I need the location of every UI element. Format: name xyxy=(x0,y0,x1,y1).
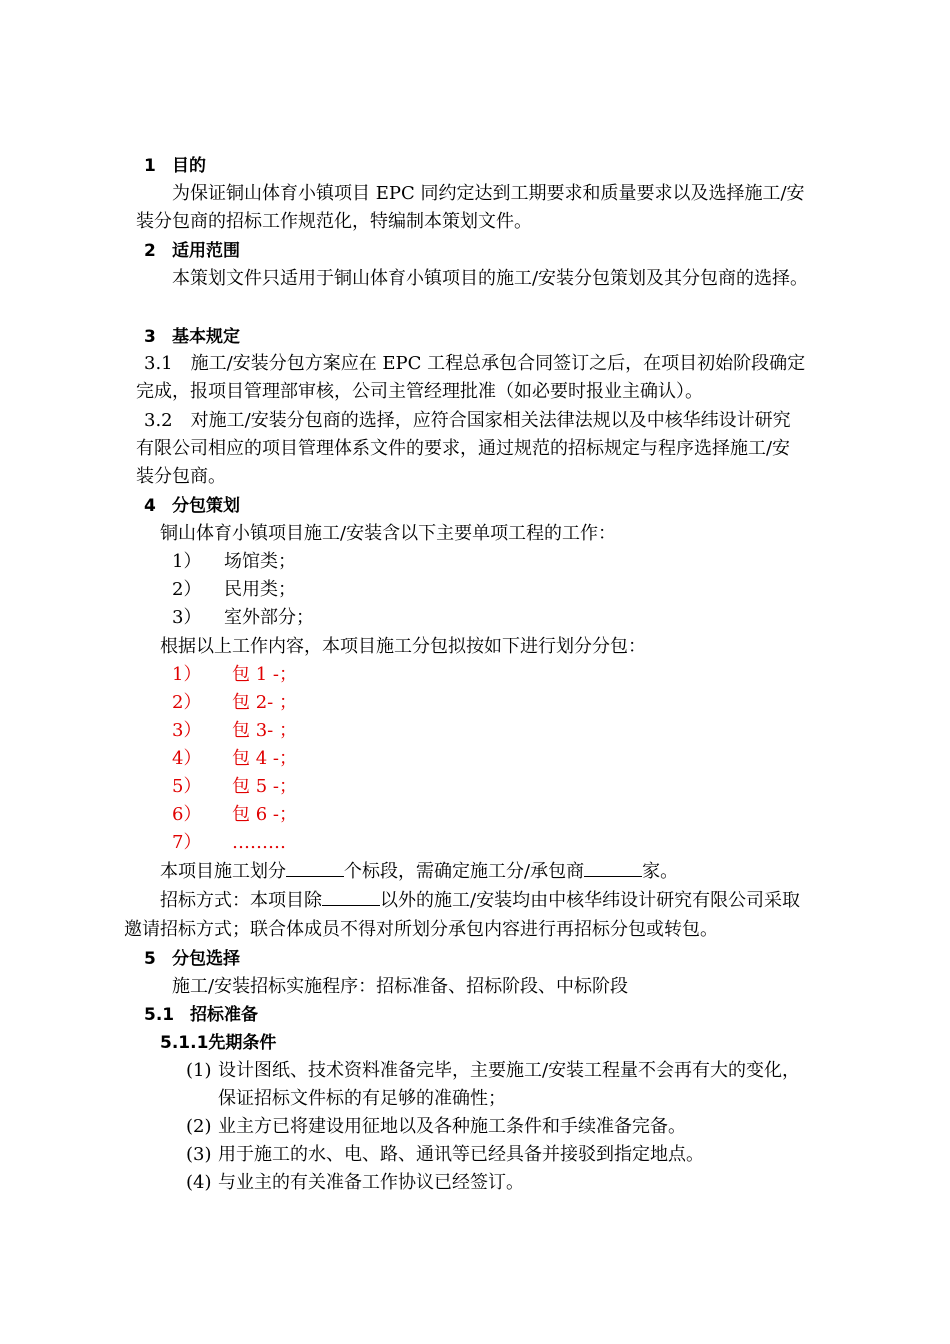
condition-number: (3) xyxy=(186,1144,212,1165)
section-title: 基本规定 xyxy=(172,327,240,347)
paragraph-line: 根据以上工作内容，本项目施工分包拟按如下进行划分分包： xyxy=(160,636,646,657)
list-item xyxy=(172,578,296,602)
section-title: 分包策划 xyxy=(172,496,240,516)
division-line xyxy=(160,860,678,884)
section-title: 适用范围 xyxy=(172,241,240,261)
section-title: 目的 xyxy=(172,156,206,176)
section-number: 3 xyxy=(144,327,156,347)
package-text: 包 2- ； xyxy=(232,692,297,713)
condition-item xyxy=(186,1059,800,1083)
package-text: 包 4 -； xyxy=(232,748,297,769)
condition-item xyxy=(186,1115,686,1139)
condition-text: 设计图纸、技术资料准备完毕，主要施工/安装工程量不会再有大的变化， xyxy=(218,1060,801,1081)
subsection-5-1-heading xyxy=(144,1003,258,1027)
condition-number: (1) xyxy=(186,1060,212,1081)
condition-item xyxy=(186,1143,704,1167)
rule-3-2-line: 3.2 对施工/安装分包商的选择，应符合国家相关法律法规以及中核华纬设计研究 xyxy=(144,410,791,431)
rule-3-2-line: 有限公司相应的项目管理体系文件的要求，通过规范的招标规定与程序选择施工/安 xyxy=(136,438,791,459)
list-text: 场馆类； xyxy=(224,551,296,572)
package-number: 7） xyxy=(172,832,202,853)
package-number: 4） xyxy=(172,748,202,769)
method-text: 以外的施工/安装均由中核华纬设计研究有限公司采取 xyxy=(380,890,801,911)
rule-3-1-line: 完成，报项目管理部审核，公司主管经理批准（如必要时报业主确认）。 xyxy=(136,381,703,402)
package-item xyxy=(172,691,297,715)
subsection-number: 5.1 xyxy=(144,1005,175,1025)
division-text: 家。 xyxy=(642,861,679,882)
section-number: 1 xyxy=(144,156,156,176)
package-item xyxy=(172,663,297,687)
package-item xyxy=(172,719,297,743)
method-line xyxy=(160,889,800,913)
paragraph-line: 邀请招标方式；联合体成员不得对所划分承包内容进行再招标分包或转包。 xyxy=(124,919,718,940)
condition-text: 与业主的有关准备工作协议已经签订。 xyxy=(218,1172,524,1193)
blank-field xyxy=(322,889,380,906)
package-item xyxy=(172,747,297,771)
package-number: 5） xyxy=(172,776,202,797)
package-item xyxy=(172,803,297,827)
condition-text: 用于施工的水、电、路、通讯等已经具备并接驳到指定地点。 xyxy=(218,1144,704,1165)
section-4-heading xyxy=(144,494,240,518)
list-text: 民用类； xyxy=(224,579,296,600)
rule-3-2-line: 装分包商。 xyxy=(136,466,226,487)
package-text: 包 6 -； xyxy=(232,804,297,825)
package-number: 3） xyxy=(172,720,202,741)
list-number: 3） xyxy=(172,607,202,628)
section-number: 4 xyxy=(144,496,156,516)
list-number: 2） xyxy=(172,579,202,600)
division-text: 个标段，需确定施工分/承包商 xyxy=(344,861,585,882)
rule-3-1-line: 3.1 施工/安装分包方案应在 EPC 工程总承包合同签订之后，在项目初始阶段确定 xyxy=(144,353,806,374)
division-text: 本项目施工划分 xyxy=(160,861,286,882)
section-number: 2 xyxy=(144,241,156,261)
section-5-heading xyxy=(144,947,240,971)
condition-number: (4) xyxy=(186,1172,212,1193)
blank-field xyxy=(584,860,642,877)
condition-item xyxy=(186,1171,524,1195)
paragraph-line: 装分包商的招标工作规范化，特编制本策划文件。 xyxy=(136,211,532,232)
section-number: 5 xyxy=(144,949,156,969)
package-number: 6） xyxy=(172,804,202,825)
list-text: 室外部分； xyxy=(224,607,314,628)
package-number: 2） xyxy=(172,692,202,713)
section-3-heading xyxy=(144,325,240,349)
subsection-5-1-1-heading: 5.1.1先期条件 xyxy=(160,1033,277,1053)
list-number: 1） xyxy=(172,551,202,572)
package-item xyxy=(172,831,286,855)
paragraph-line: 为保证铜山体育小镇项目 EPC 同约定达到工期要求和质量要求以及选择施工/安 xyxy=(172,183,805,204)
paragraph-line: 本策划文件只适用于铜山体育小镇项目的施工/安装分包策划及其分包商的选择。 xyxy=(172,268,809,289)
package-text: 包 1 -； xyxy=(232,664,297,685)
subsection-title: 招标准备 xyxy=(190,1005,258,1025)
package-text: 包 5 -； xyxy=(232,776,297,797)
package-item xyxy=(172,775,297,799)
paragraph-line: 铜山体育小镇项目施工/安装含以下主要单项工程的工作： xyxy=(160,523,617,544)
condition-item xyxy=(218,1087,506,1111)
condition-text: 保证招标文件标的有足够的准确性； xyxy=(218,1088,506,1109)
package-text: 包 3- ； xyxy=(232,720,297,741)
section-1-heading xyxy=(144,154,206,178)
section-title: 分包选择 xyxy=(172,949,240,969)
package-text: ……… xyxy=(232,832,286,853)
list-item xyxy=(172,550,296,574)
condition-number: (2) xyxy=(186,1116,212,1137)
condition-text: 业主方已将建设用征地以及各种施工条件和手续准备完备。 xyxy=(218,1116,686,1137)
paragraph-line: 施工/安装招标实施程序：招标准备、招标阶段、中标阶段 xyxy=(172,976,629,997)
method-text: 招标方式：本项目除 xyxy=(160,890,322,911)
package-number: 1） xyxy=(172,664,202,685)
section-2-heading xyxy=(144,239,240,263)
list-item xyxy=(172,606,314,630)
blank-field xyxy=(286,860,344,877)
